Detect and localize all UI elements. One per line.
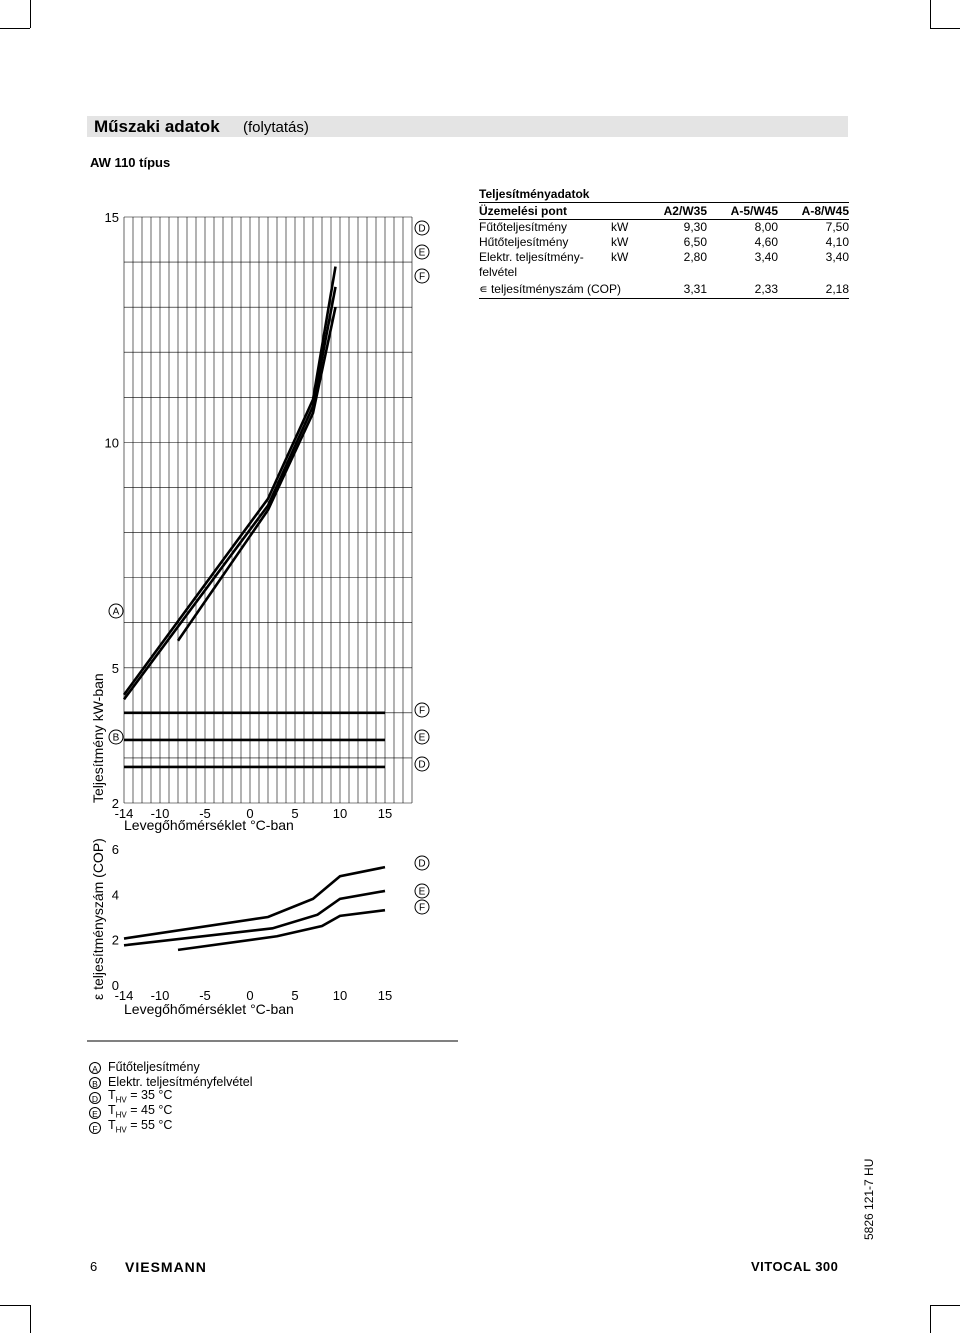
row-name-line: Elektr. teljesítmény-	[479, 250, 584, 264]
y-tick-label: 5	[111, 660, 119, 676]
row-value: 3,40	[754, 250, 778, 264]
x-tick-label: -5	[199, 806, 211, 821]
x-tick-label: -10	[150, 806, 170, 821]
x-tick-label: -14	[114, 806, 134, 821]
y-tick-label: 10	[104, 435, 119, 451]
section-subtitle: (folytatás)	[243, 119, 309, 136]
y-tick-label: 6	[111, 842, 119, 857]
legend-key: D	[89, 1092, 101, 1104]
x-tick-label: 0	[246, 988, 254, 1003]
document-number: 5826 121-7 HU	[862, 1158, 876, 1240]
row-name: ∊ teljesítményszám (COP)	[479, 282, 621, 296]
legend-text: $T_{HV} = 55$ °C	[108, 1117, 173, 1135]
header-col: A-8/W45	[801, 204, 849, 218]
header-label: Üzemelési pont	[479, 204, 568, 218]
chart-legend	[89, 1060, 253, 1135]
legend-text: $T_{HV} = 35$ °C	[108, 1087, 173, 1105]
type-label: AW 110 típus	[90, 155, 171, 170]
row-value: 7,50	[825, 220, 849, 234]
page-number: 6	[90, 1259, 98, 1274]
y-tick-label: 15	[104, 210, 119, 225]
row-value: 2,80	[683, 250, 707, 264]
table-caption: Teljesítményadatok	[479, 187, 590, 201]
row-value: 4,60	[754, 235, 778, 249]
header-col: A2/W35	[663, 204, 707, 218]
x-tick-label: 15	[377, 988, 393, 1003]
x-tick-label: 10	[332, 988, 348, 1003]
x-tick-label: 15	[377, 806, 393, 821]
legend-item	[89, 1060, 253, 1075]
curve-label: D	[418, 759, 426, 771]
curve-label: F	[418, 705, 426, 717]
curve-label: E	[418, 247, 426, 259]
y-axis-label: Teljesítmény kW-ban	[90, 673, 106, 803]
legend-key: F	[89, 1122, 101, 1134]
row-value: 4,10	[825, 235, 849, 249]
row-value: 8,00	[754, 220, 778, 234]
row-value: 3,40	[825, 250, 849, 264]
row-name: Hűtőteljesítmény	[479, 235, 569, 249]
brand-logo: VIESMANN	[125, 1259, 207, 1275]
legend-key: A	[89, 1062, 101, 1074]
x-tick-label: 10	[332, 806, 348, 821]
legend-text: $T_{HV} = 45$ °C	[108, 1102, 173, 1120]
x-axis-label: Levegőhőmérséklet °C-ban	[124, 1001, 294, 1017]
series-line-F	[178, 910, 385, 950]
y-axis-label: ε teljesítményszám (COP)	[90, 838, 106, 1000]
x-tick-label: -14	[114, 988, 134, 1003]
row-unit: kW	[611, 250, 629, 264]
curve-label: E	[418, 886, 426, 898]
row-value: 3,31	[683, 282, 707, 296]
legend-text: Elektr. teljesítményfelvétel	[108, 1075, 253, 1089]
y-tick-label: 4	[111, 887, 119, 903]
x-axis-label: Levegőhőmérséklet °C-ban	[124, 817, 294, 833]
legend-key: E	[89, 1107, 101, 1119]
x-tick-label: -5	[199, 988, 211, 1003]
curve-label: B	[112, 732, 120, 744]
curve-label: D	[418, 858, 426, 870]
header-col: A-5/W45	[730, 204, 778, 218]
row-name-line: felvétel	[479, 265, 518, 279]
row-value: 2,18	[825, 282, 849, 296]
row-value: 2,33	[754, 282, 778, 296]
curve-label: F	[418, 271, 426, 283]
row-value: 9,30	[683, 220, 707, 234]
y-tick-label: 0	[111, 978, 119, 993]
legend-key: B	[89, 1077, 101, 1089]
row-unit: kW	[611, 220, 629, 234]
curve-label: A	[112, 606, 120, 618]
x-tick-label: 0	[246, 806, 254, 821]
x-tick-label: 5	[291, 806, 299, 821]
y-tick-label: 2	[111, 796, 119, 811]
product-name: VITOCAL 300	[751, 1259, 839, 1274]
curve-label: E	[418, 732, 426, 744]
row-value: 6,50	[683, 235, 707, 249]
series-line-D	[124, 867, 385, 938]
y-tick-label: 2	[111, 932, 119, 948]
x-tick-label: -10	[150, 988, 170, 1003]
curve-label: D	[418, 223, 426, 235]
row-name: Fűtőteljesítmény	[479, 220, 568, 234]
legend-text: Fűtőteljesítmény	[108, 1060, 200, 1074]
legend-item	[89, 1117, 253, 1135]
row-unit: kW	[611, 235, 629, 249]
x-tick-label: 5	[291, 988, 299, 1003]
curve-label: F	[418, 902, 426, 914]
section-title: Műszaki adatok	[94, 117, 220, 136]
